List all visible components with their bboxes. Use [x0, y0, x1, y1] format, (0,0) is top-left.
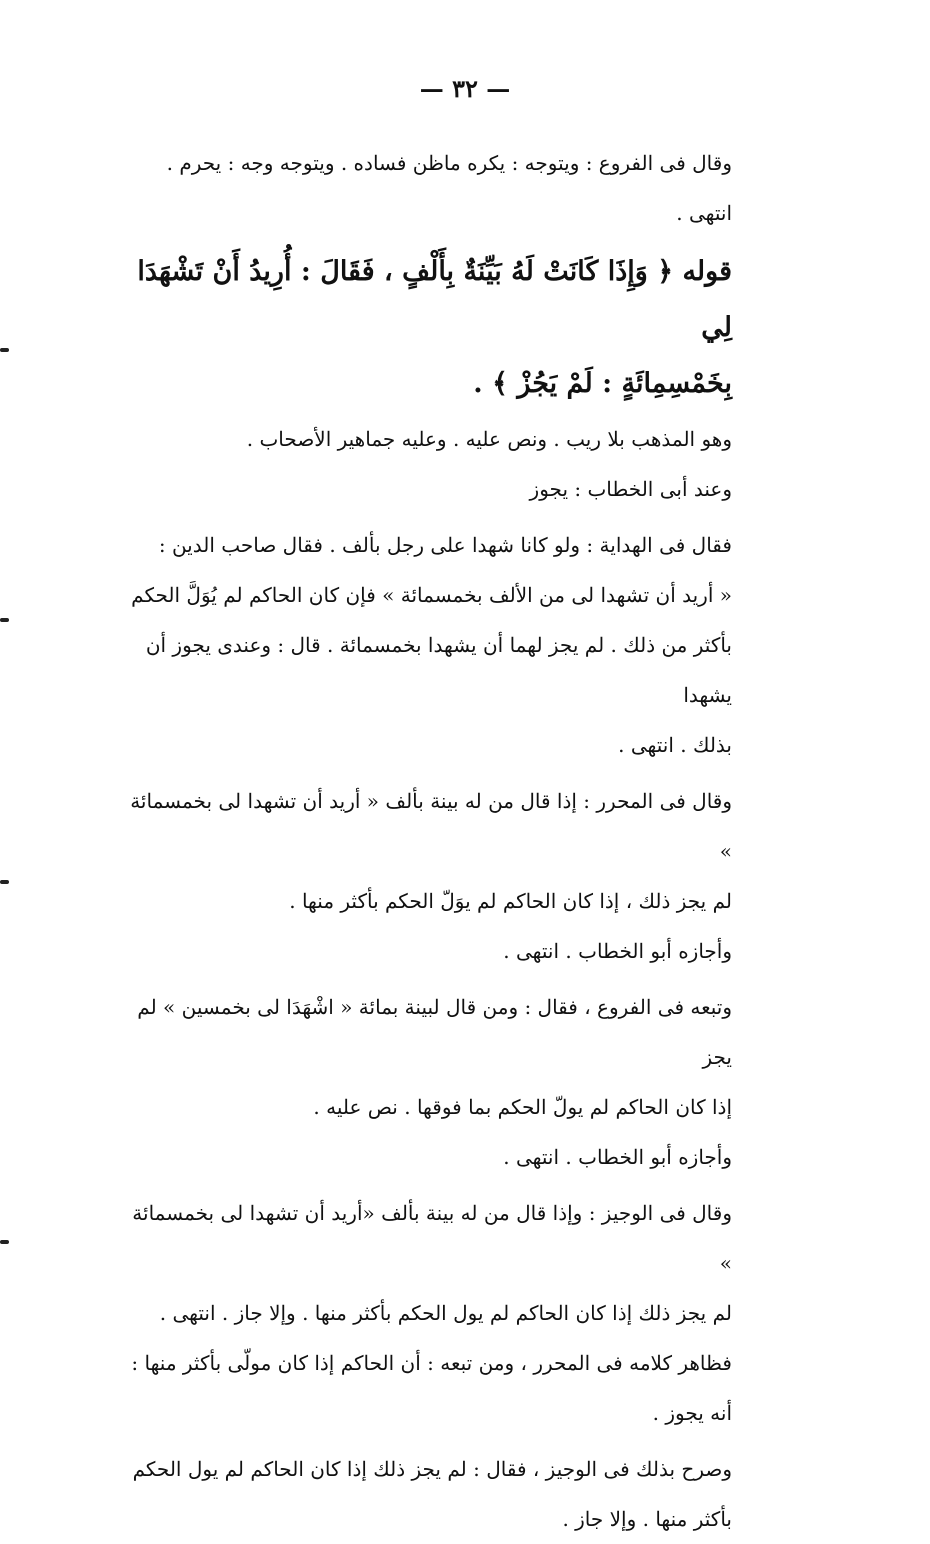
scan-edge-mark — [0, 348, 9, 352]
paragraph: وقال فى الوجيز : وإذا قال من له بينة بألف «أريد أن تشهدا لى بخمسمائة » لم يجز ذلك إذا كان الحاكم لم يول الحكم بأكثر منها . وإلا جاز . انتهى . — [132, 1201, 732, 1325]
paragraph: فقال فى الهداية : ولو كانا شهدا على رجل بألف . فقال صاحب الدين : « أريد أن تشهدا لى من الألف بخمسمائة » فإن كان الحاكم لم يُوَلَّ الحكم بأكثر من ذلك . لم يجز لهما أن يشهدا بخمسمائة . قال : وعندى يجوز أن يشهدا بذلك . انتهى . — [131, 533, 732, 757]
page-number: — ٣٢ — — [419, 74, 511, 103]
paragraph: وقال فى الفروع : ويتوجه : يكره ماظن فساده . ويتوجه وجه : يحرم . انتهى . — [166, 151, 732, 225]
scan-edge-mark — [0, 880, 9, 884]
paragraph: وأجازه أبو الخطاب . انتهى . — [503, 939, 732, 963]
paragraph: وقال فى المحرر : إذا قال من له بينة بألف « أريد أن تشهدا لى بخمسمائة » لم يجز ذلك ، إذا كان الحاكم لم يوَلّ الحكم بأكثر منها . — [130, 789, 732, 913]
paragraph: وصرح بذلك فى الوجيز ، فقال : لم يجز ذلك إذا كان الحاكم لم يول الحكم بأكثر منها . وإلا جاز . — [132, 1457, 732, 1531]
paragraph: فظاهر كلامه فى المحرر ، ومن تبعه : أن الحاكم إذا كان مولّى بأكثر منها : أنه يجوز . — [131, 1351, 732, 1425]
paragraph: وتبعه فى الفروع ، فقال : ومن قال لبينة بمائة « اشْهَدَا لى بخمسين » لم يجز إذا كان الحاكم لم يولّ الحكم بما فوقها . نص عليه . — [137, 995, 732, 1119]
scan-edge-mark — [0, 1240, 9, 1244]
paragraph: وعند أبى الخطاب : يجوز — [529, 477, 732, 501]
paragraph: وهو المذهب بلا ريب . ونص عليه . وعليه جماهير الأصحاب . — [246, 427, 732, 451]
page-body — [120, 138, 790, 1544]
paragraph: وأجازه أبو الخطاب . انتهى . — [503, 1145, 732, 1169]
quoted-verse: قوله ﴿ وَإِذَا كَانَتْ لَهُ بَيِّنَةٌ بِأَلْفٍ ، فَقَالَ : أُرِيدُ أَنْ تَشْهَدَا لِي بِخَمْسِمِائَةٍ : لَمْ يَجُزْ ﴾ . — [137, 256, 732, 399]
scan-edge-mark — [0, 618, 9, 622]
